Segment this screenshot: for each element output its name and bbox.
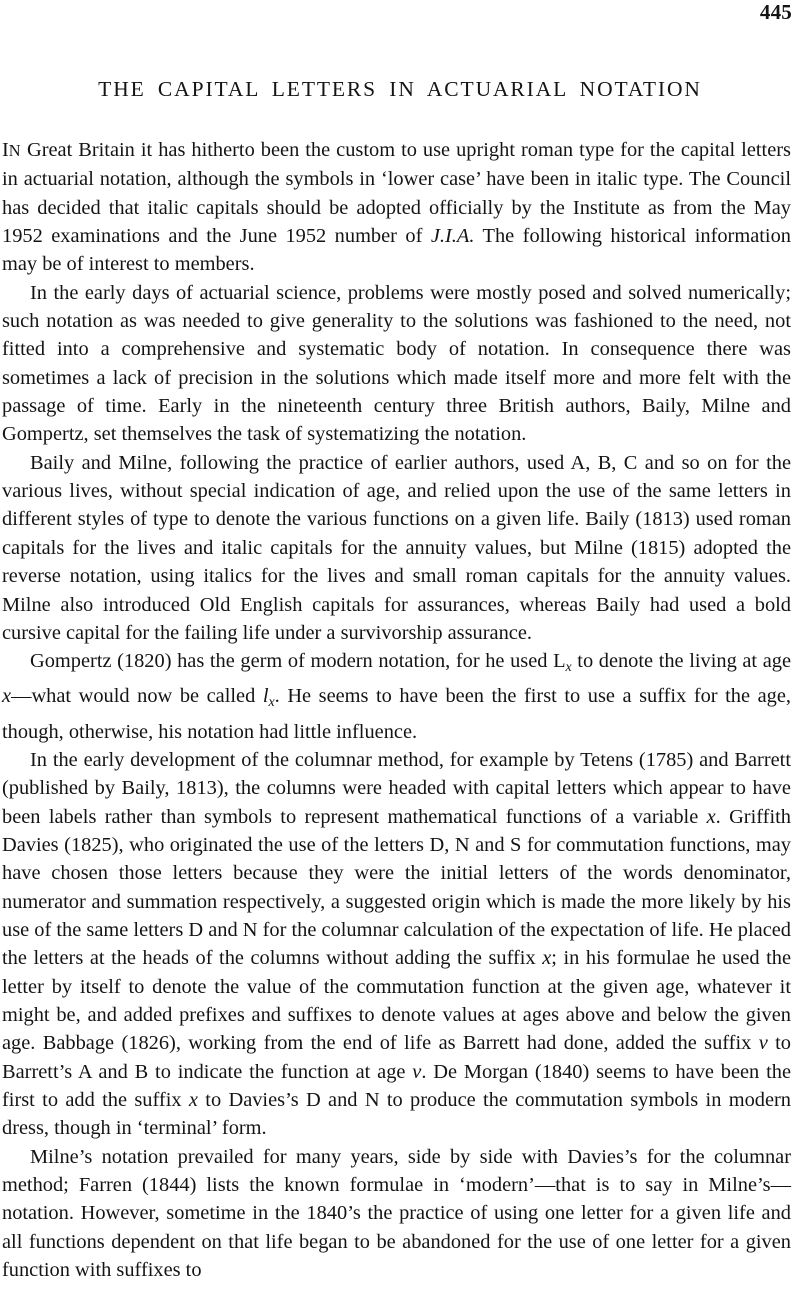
variable-x: x — [542, 947, 552, 970]
subscript-x: x — [565, 660, 572, 676]
paragraph-2: In the early days of actuarial science, problems were mostly posed and solved numerically; such notation as was needed to give generality to the solutions was fashioned to the need, not fitted into a comprehensive and systematic body of notation. In consequence there was sometimes a lack of precision in the solutions which made itself more and more felt with the passage of time. Early in the nineteenth century three British authors, Baily, Milne and Gompertz, set themselves the task of systematizing the notation. — [2, 281, 791, 446]
paragraph-3: Baily and Milne, following the practice of earlier authors, used A, B, C and so on for the various lives, without special indication of age, and relied upon the use of the same letters in different styles of type to denote the various functions on a given life. Baily (1813) used roman capitals for the lives and italic capitals for the annuity values, but Milne (1815) adopted the reverse notation, using italics for the lives and small roman capitals for the annuity values. Milne also introduced Old English capitals for assurances, whereas Baily had used a bold cursive capital for the failing life under a survivorship assurance. — [2, 451, 791, 644]
paragraph-1: IN Great Britain it has hitherto been the custom to use upright roman type for the capital letters in actuarial notation, although the symbols in ‘lower case’ have been in italic type. The Council has decided that italic capitals should be adopted officially by the Institute as from the May 1952 examinations and the June 1952 number of J.I.A. The following historical information may be of interest to members. — [2, 139, 791, 276]
article-body — [2, 136, 791, 1285]
subscript-x: x — [268, 695, 275, 711]
variable-v: v — [412, 1060, 422, 1083]
variable-x: x — [2, 685, 12, 708]
variable-x: x — [706, 805, 716, 828]
article-title: THE CAPITAL LETTERS IN ACTUARIAL NOTATION — [98, 77, 702, 101]
variable-x: x — [188, 1089, 198, 1112]
page-number: 445 — [759, 0, 792, 24]
paragraph-4: Gompertz (1820) has the germ of modern notation, for he used $L_x$ to denote the living at age x—what would now be called $l_x$. He seems to have been the first to use a suffix for the age, though, otherwise, his notation had little influence. — [2, 650, 791, 743]
variable-v: v — [758, 1032, 768, 1055]
symbol-capital-L: L — [553, 650, 566, 673]
symbol-lowercase-l: l — [262, 685, 269, 708]
paragraph-5: In the early development of the columnar method, for example by Tetens (1785) and Barrett (published by Baily, 1813), the columns were headed with capital letters which appear to have been labels rather than symbols to represent mathematical functions of a variable x. Griffith Davies (1825), who originated the use of the letters D, N and S for commutation functions, may have chosen those letters because they were the initial letters of the words denominator, numerator and summation respectively, a suggested origin which is made the more likely by his use of the same letters D and N for the columnar calculation of the expectation of life. He placed the letters at the heads of the columns without adding the suffix x; in his formulae he used the letter by itself to denote the value of the commutation function at the given age, whatever it might be, and added prefixes and suffixes to denote values at ages above and below the given age. Babbage (1826), working from the end of life as Barrett had done, added the suffix v to Barrett’s A and B to indicate the function at age v. De Morgan (1840) seems to have been the first to add the suffix x to Davies’s D and N to produce the commutation symbols in modern dress, though in ‘terminal’ form. — [2, 748, 791, 1140]
paragraph-6: Milne’s notation prevailed for many years, side by side with Davies’s for the columnar method; Farren (1844) lists the known formulae in ‘modern’—that is to say in Milne’s—notation. However, sometime in the 1840’s the practice of using one letter for a given life and all functions dependent on that life began to be abandoned for the use of one letter for a given function with suffixes to — [2, 1145, 791, 1282]
journal-abbrev: J.I.A. — [430, 225, 475, 248]
